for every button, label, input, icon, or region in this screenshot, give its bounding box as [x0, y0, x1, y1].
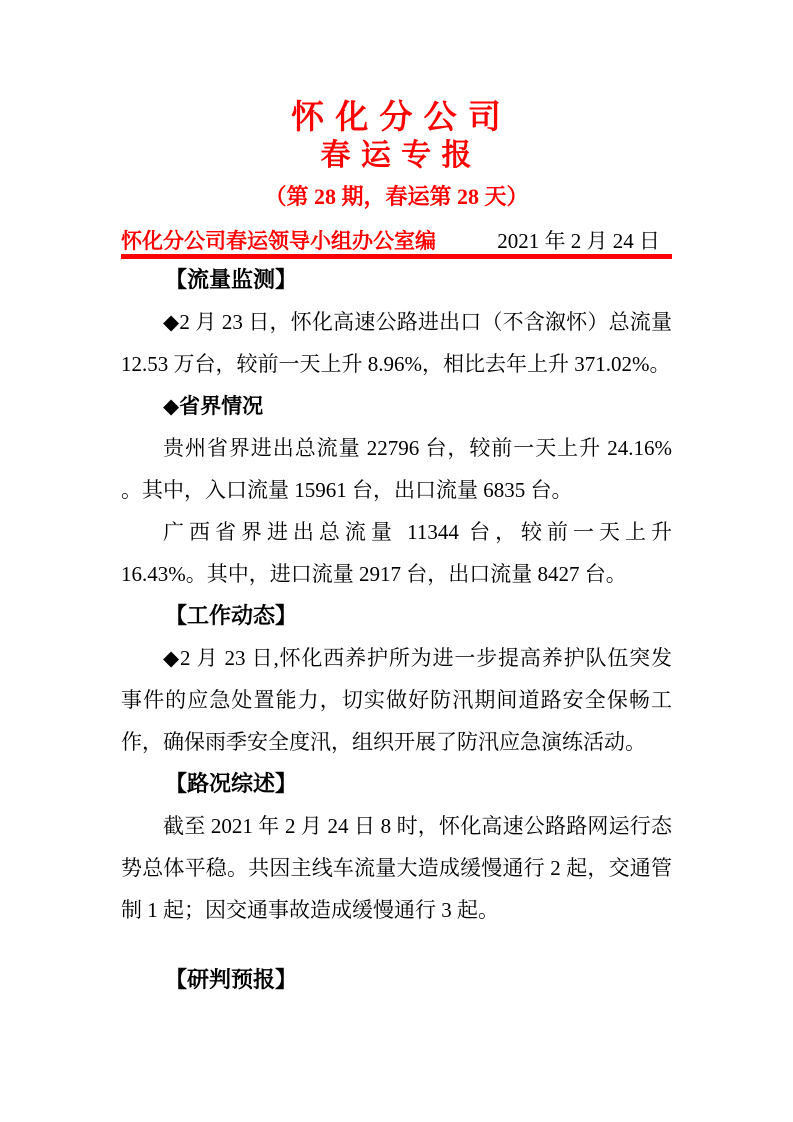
- doc-subtitle: 春 运 专 报: [320, 139, 473, 172]
- paragraph-total-flow: ◆2 月 23 日，怀化高速公路进出口（不含溆怀）总流量 12.53 万台，较前一天上升 8.96%，相比去年上升 371.02%。: [121, 310, 672, 376]
- issue-line: （第 28 期，春运第 28 天）: [264, 184, 529, 209]
- section-heading-traffic-monitoring: 【流量监测】: [165, 267, 298, 292]
- section-heading-forecast: 【研判预报】: [165, 967, 298, 992]
- paragraph-guizhou-border: 贵州省界进出总流量 22796 台，较前一天上升 24.16% 。其中，入口流量 15961 台，出口流量 6835 台。: [121, 436, 672, 502]
- masthead-date: 2021 年 2 月 24 日: [497, 229, 660, 253]
- section-heading-road-conditions: 【路况综述】: [165, 771, 298, 796]
- paragraph-flood-drill: ◆2 月 23 日,怀化西养护所为进一步提高养护队伍突发事件的应急处置能力，切实做好防汛期间道路安全保畅工作，确保雨季安全度汛，组织开展了防汛应急演练活动。: [121, 646, 672, 754]
- paragraph-network-status: 截至 2021 年 2 月 24 日 8 时，怀化高速公路路网运行态势总体平稳。共因主线车流量大造成缓慢通行 2 起，交通管制 1 起；因交通事故造成缓慢通行 3 起。: [121, 814, 672, 922]
- section-heading-work-updates: 【工作动态】: [165, 603, 298, 628]
- document-body: [121, 259, 672, 1001]
- doc-title: 怀 化 分 公 司: [291, 98, 502, 135]
- masthead-editor-label: 怀化分公司春运领导小组办公室编: [121, 229, 436, 253]
- paragraph-guangxi-border: 广西省界进出总流量 11344 台，较前一天上升 16.43%。其中，进口流量 2917 台，出口流量 8427 台。: [121, 520, 672, 586]
- masthead: [121, 228, 672, 259]
- subheading-province-border: ◆省界情况: [163, 394, 264, 418]
